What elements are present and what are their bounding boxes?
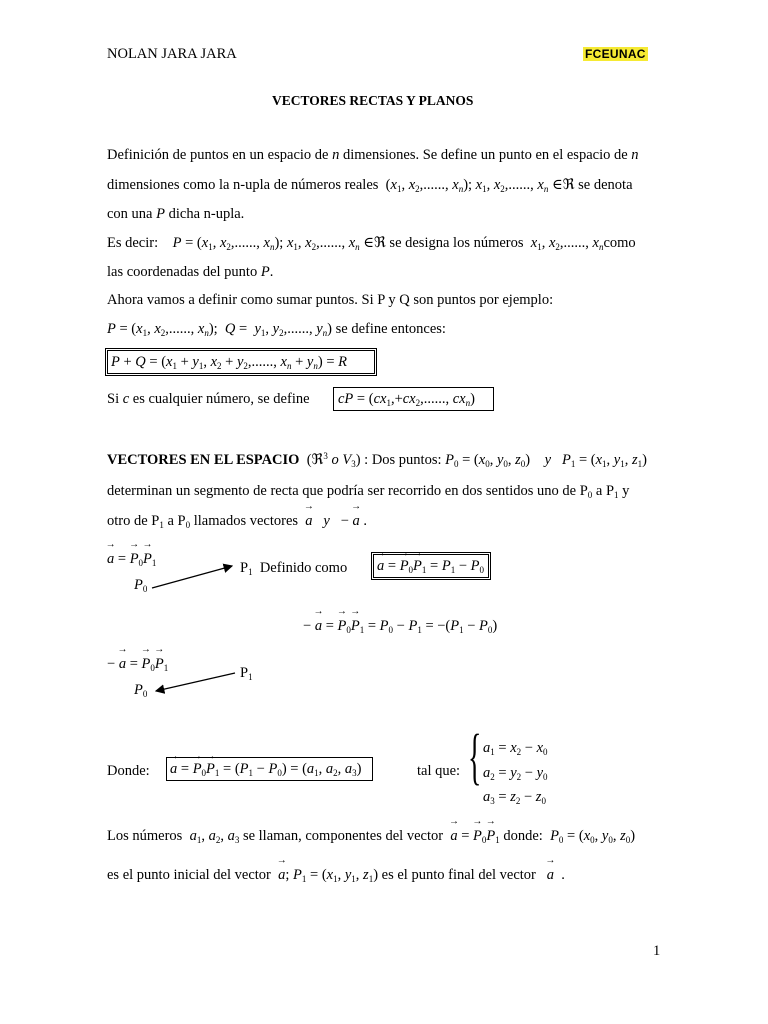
page-number: 1 (653, 943, 661, 959)
p2-scalar-line: Si c es cualquier número, se define (107, 391, 310, 407)
math-coords: $x_1$, $x_2$,......, $x_n$ (530, 235, 604, 252)
math-space: (ℜ$^3$ o $V_3$) : (303, 451, 369, 469)
component-a1: $a_1 = x_2 - x_0$ (483, 740, 548, 757)
math-nupla: ($x_1$, $x_2$,......, $x_n$); $x_1$, $x_2$,......, $x_n$ ∈ℜ (382, 177, 575, 194)
point-P0-label: $P_0$ (134, 577, 148, 594)
component-a3: $a_3 = z_2 - z_0$ (483, 789, 546, 806)
sum-formula-box: $P + Q = (x_1 + y_1$, $x_2 + y_2$,......, $x_n + y_n) = R$ (105, 348, 377, 376)
scalar-formula-box: cP = ($cx_1,+cx_2$,......, $cx_n$) (333, 387, 494, 411)
p1-line3: con una P dicha n-upla. (107, 206, 245, 222)
math-a-P1: → a; $P_1 = (x_1$, $y_1$, $z_1$) (275, 867, 379, 883)
p1-line4: Es decir: $P = (x_1$, $x_2$,......, $x_n$); $x_1$, $x_2$,......, $x_n$ ∈ℜ se designa los números $x_1$, $x_2$,......, $x_ncomo$ (107, 235, 636, 252)
components-box: → a = → $P_0\to P_1 = (P_1 - P_0) = (a_1$, $a_2$, $a_3$) (166, 757, 373, 781)
math-P-Q-def: $P = (x_1$, $x_2$,......, $x_n$); $Q = y_1$, $y_2$,......, $y_n$) (107, 321, 332, 338)
component-a2: $a_2 = y_2 - y_0$ (483, 765, 548, 782)
final-line: es el punto inicial del vector → a; $P_1 = (x_1$, $y_1$, $z_1$) es el punto final del vector → a . (107, 867, 565, 884)
page-title: VECTORES RECTAS Y PLANOS (272, 93, 474, 108)
p1-line2: dimensiones como la n-upla de números reales ($x_1$, $x_2$,......, $x_n$); $x_1$, $x_2$,......, $x_n$ ∈ℜ se denota (107, 177, 633, 194)
math-P0-P1: $P_0 = (x_0$, $y_0$, $z_0$) y $P_1 = (x_1$, $y_1$, $z_1$) (445, 452, 647, 469)
point-P1-definido: $P_1$ Definido como (240, 560, 348, 577)
point-P1-label-2: $P_1$ (240, 665, 253, 682)
p2-line2: $P = (x_1$, $x_2$,......, $x_n$); $Q = y_1$, $y_2$,......, $y_n$) se define entonces: (107, 321, 446, 338)
left-brace: { (468, 723, 482, 791)
header-faculty-badge: FCEUNAC (585, 47, 646, 61)
arrow-P1-to-P0 (150, 670, 240, 696)
vector-def-box: → a = → $P_0\to P_1 = P_1 - P_0$ (371, 552, 491, 580)
numeros-line: Los números $a_1$, $a_2$, $a_3$ se llaman, componentes del vector → a = → $P_0\to P_1$ donde: $P_0 = (x_0$, $y_0$, $z_0$) (107, 828, 635, 845)
point-P0-label-2: $P_0$ (134, 682, 148, 699)
vector-a-label: → a = → $P_0\to P_1$ (107, 551, 156, 568)
math-a123: $a_1$, $a_2$, $a_3$ (189, 828, 240, 845)
p3-heading-line: VECTORES EN EL ESPACIO (ℜ$^3$ o $V_3$) : Dos puntos: $P_0 = (x_0$, $y_0$, $z_0$) y $P_1 = (x_1$, $y_1$, $z_1$) (107, 451, 647, 469)
p3-line3: otro de $P_1$ a $P_0$ llamados vectores → a y − → a . (107, 513, 367, 530)
math-P0-coords: $P_0 = (x_0$, $y_0$, $z_0$) (550, 828, 636, 845)
math-point-P: $P = (x_1$, $x_2$,......, $x_n$); $x_1$, $x_2$,......, $x_n$ ∈ℜ (172, 235, 386, 252)
p3-line2: determinan un segmento de recta que podría ser recorrido en dos sentidos uno de $P_0$ a $P_1$ y (107, 483, 630, 500)
math-a-P0P1: → a = → $P_0\to P_1$ (447, 828, 500, 844)
negative-vector-formula: − → a = → $P_0\to P_1 = P_0 - P_1 = -(P_1 - P_0)$ (303, 618, 497, 635)
math-a-end: → a (540, 867, 562, 883)
neg-vector-a-label: − → a = → $P_0\to P_1$ (107, 656, 168, 673)
header-author: NOLAN JARA JARA (107, 46, 237, 62)
p2-line1: Ahora vamos a definir como sumar puntos. Si P y Q son puntos por ejemplo: (107, 292, 554, 308)
tal-que-label: tal que: (417, 763, 461, 779)
p1-line5: las coordenadas del punto P. (107, 264, 274, 280)
p1-line1: Definición de puntos en un espacio de n dimensiones. Se define un punto en el espacio de n (107, 147, 639, 163)
math-vectors-a: → a y − → a . (302, 513, 367, 529)
arrow-P0-to-P1 (150, 558, 240, 598)
donde-label: Donde: (107, 763, 150, 779)
